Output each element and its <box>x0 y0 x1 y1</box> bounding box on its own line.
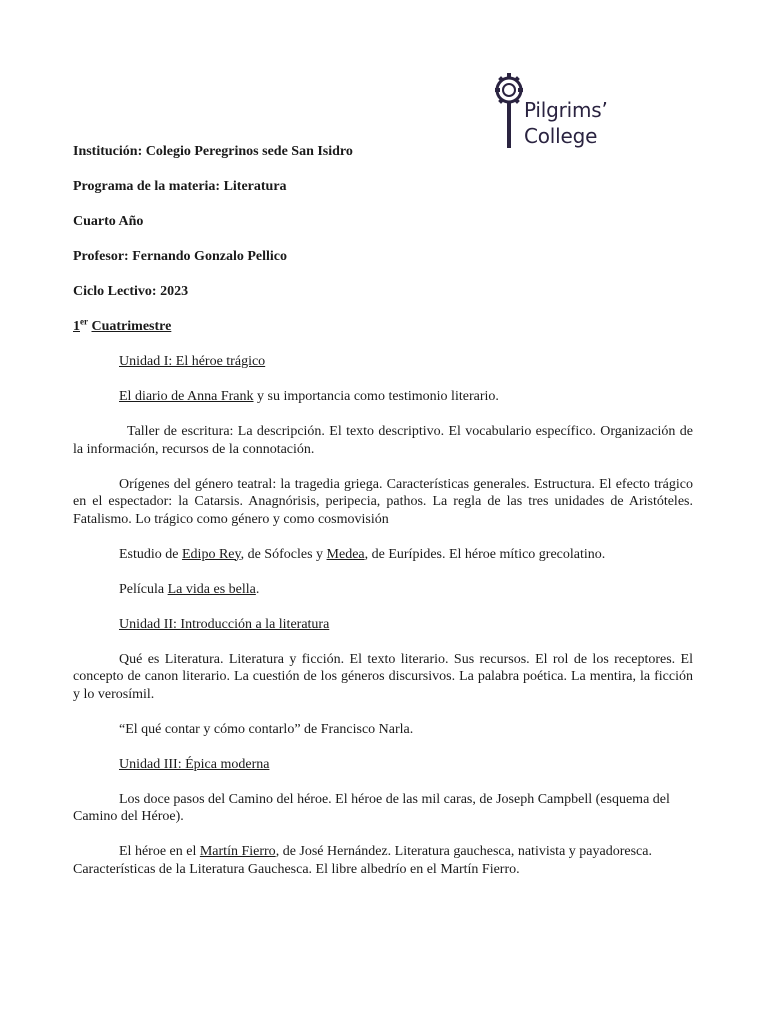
unidad-1-paragraph-2: Taller de escritura: La descripción. El texto descriptivo. El vocabulario específico. Organización de la información, recursos de la connotación. <box>73 424 693 457</box>
logo-line-2: College <box>524 124 598 148</box>
logo-line-1: Pilgrims’ <box>524 98 608 122</box>
unidad-1-paragraph-5: Película La vida es bella. <box>119 581 260 597</box>
unidad-1-title: Unidad I: El héroe trágico <box>119 354 266 369</box>
unidad-1-paragraph-3: Orígenes del género teatral: la tragedia griega. Características generales. Estructura. El efecto trágico en el espectador: la Catarsis. Anagnórisis, peripecia, pathos. La regla de las tres unidades de Aristóteles. Fatalismo. Lo trágico como género y como cosmovisión <box>73 476 693 527</box>
document-body <box>73 143 693 896</box>
programa-line: Programa de la materia: Literatura <box>73 179 287 194</box>
pilgrims-college-logo <box>494 70 624 154</box>
crest-icon <box>494 70 524 154</box>
unidad-1-paragraph-1: El diario de Anna Frank y su importancia como testimonio literario. <box>119 389 499 404</box>
unidad-2-paragraph-2: “El qué contar y cómo contarlo” de Francisco Narla. <box>119 721 414 737</box>
cuatrimestre-heading: 1er Cuatrimestre <box>73 316 172 334</box>
anio-line: Cuarto Año <box>73 214 144 229</box>
institucion-line: Institución: Colegio Peregrinos sede San Isidro <box>73 144 353 159</box>
unidad-3-paragraph-2: El héroe en el Martín Fierro, de José Hernández. Literatura gauchesca, nativista y payadoresca. Características de la Literatura Gauchesca. El libre albedrío en el Martín Fierro. <box>73 844 652 877</box>
profesor-line: Profesor: Fernando Gonzalo Pellico <box>73 249 287 264</box>
unidad-3-paragraph-1: Los doce pasos del Camino del héroe. El héroe de las mil caras, de Joseph Campbell (esquema del Camino del Héroe). <box>73 791 670 824</box>
unidad-2-paragraph-1: Qué es Literatura. Literatura y ficción. El texto literario. Sus recursos. El rol de los receptores. El concepto de canon literario. La cuestión de los géneros discursivos. La palabra poética. La mentira, la ficción y lo verosímil. <box>73 651 693 702</box>
ciclo-line: Ciclo Lectivo: 2023 <box>73 284 189 299</box>
unidad-3-title: Unidad III: Épica moderna <box>119 756 270 772</box>
unidad-2-title: Unidad II: Introducción a la literatura <box>119 616 330 632</box>
unidad-1-paragraph-4: Estudio de Edipo Rey, de Sófocles y Medea, de Eurípides. El héroe mítico grecolatino. <box>119 546 606 562</box>
